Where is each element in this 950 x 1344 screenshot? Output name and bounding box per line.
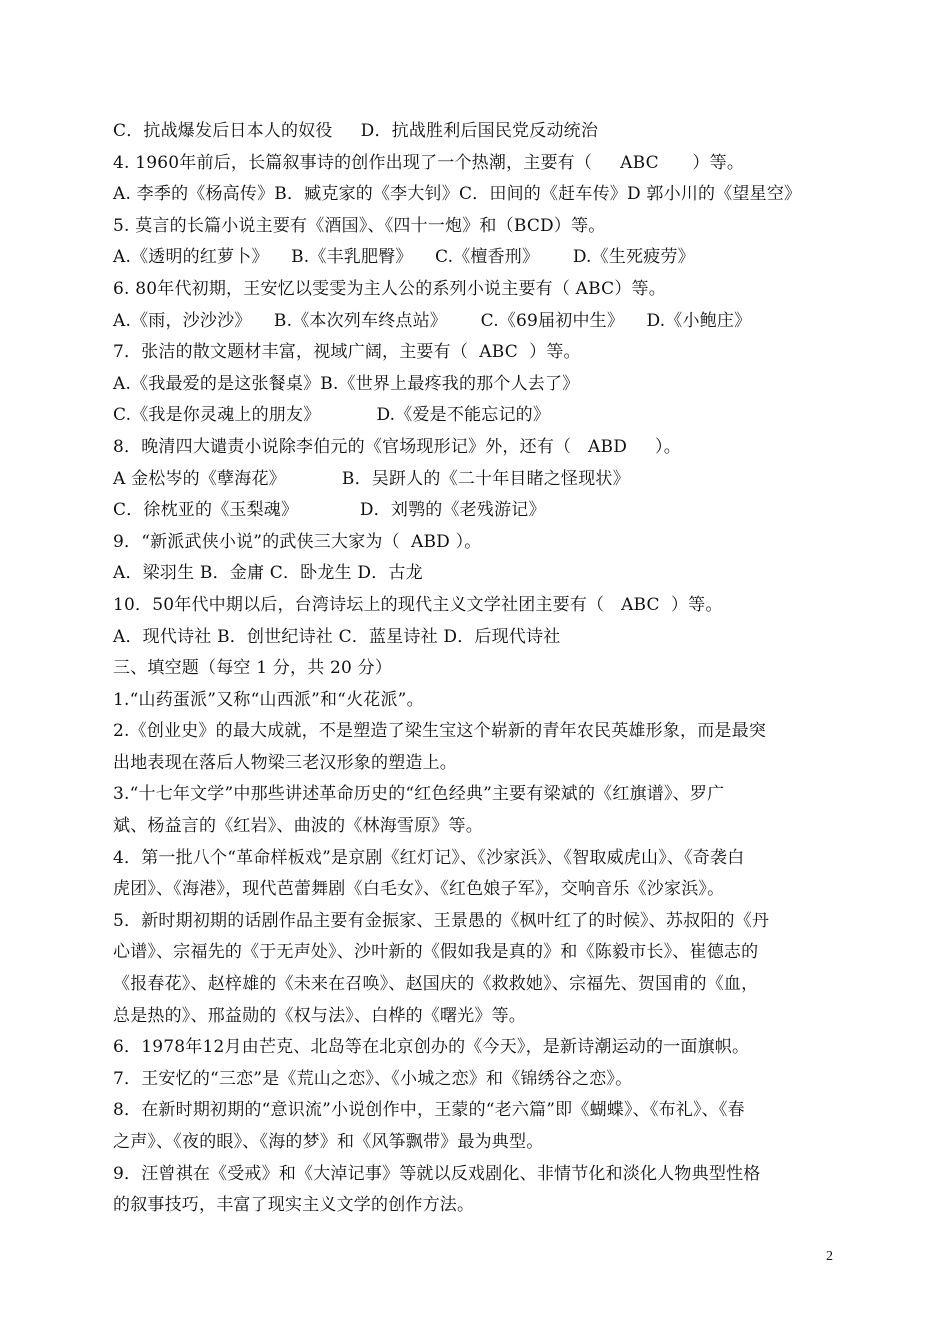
text-line: A．梁羽生 B．金庸 C．卧龙生 D．古龙 (113, 563, 423, 584)
text-line: 2.《创业史》的最大成就，不是塑造了梁生宝这个崭新的青年农民英雄形象，而是最突 (113, 721, 767, 742)
document-body (113, 116, 843, 1222)
text-line: A 金松岑的《孽海花》 B．吴趼人的《二十年目睹之怪现状》 (113, 468, 630, 489)
text-line: 出地表现在落后人物梁三老汉形象的塑造上。 (113, 752, 457, 773)
text-line: 的叙事技巧，丰富了现实主义文学的创作方法。 (113, 1195, 475, 1216)
text-line: A. 李季的《杨高传》B．臧克家的《李大钊》C．田间的《赶车传》D 郭小川的《望星空》 (113, 184, 802, 205)
text-line: A.《透明的红萝卜》 B.《丰乳肥臀》 C.《檀香刑》 D.《生死疲劳》 (113, 247, 695, 268)
text-line: 6．1978年12月由芒克、北岛等在北京创办的《今天》，是新诗潮运动的一面旗帜。 (113, 1037, 750, 1058)
text-line: 1.“山药蛋派”又称“山西派”和“火花派”。 (113, 689, 424, 710)
text-line: A.《雨，沙沙沙》 B.《本次列车终点站》 C.《69届初中生》 D.《小鲍庄》 (113, 310, 752, 331)
text-line: 4. 1960年前后，长篇叙事诗的创作出现了一个热潮，主要有（ ABC ）等。 (113, 152, 745, 173)
text-line: 虎团》、《海港》，现代芭蕾舞剧《白毛女》、《红色娘子军》，交响音乐《沙家浜》。 (113, 879, 725, 900)
text-line: 9．汪曾祺在《受戒》和《大淖记事》等就以反戏剧化、非情节化和淡化人物典型性格 (113, 1163, 761, 1184)
text-line: 3.“十七年文学”中那些讲述革命历史的“红色经典”主要有梁斌的《红旗谱》、罗广 (113, 784, 725, 805)
text-line: 8．在新时期初期的“意识流”小说创作中，王蒙的“老六篇”即《蝴蝶》、《布礼》、《春 (113, 1100, 745, 1121)
text-line: A.《我最爱的是这张餐桌》B.《世界上最疼我的那个人去了》 (113, 373, 580, 394)
text-line: C．徐枕亚的《玉梨魂》 D．刘鹗的《老残游记》 (113, 500, 546, 521)
text-line: 4．第一批八个“革命样板戏”是京剧《红灯记》、《沙家浜》、《智取威虎山》、《奇袭白 (113, 847, 745, 868)
text-line: 之声》、《夜的眼》、《海的梦》和《风筝飘带》最为典型。 (113, 1132, 544, 1152)
text-line: C．抗战爆发后日本人的奴役 D．抗战胜利后国民党反动统治 (113, 121, 599, 141)
text-line: 6. 80年代初期，王安忆以雯雯为主人公的系列小说主要有（ ABC）等。 (113, 278, 666, 299)
text-line: 5. 莫言的长篇小说主要有《酒国》、《四十一炮》和（BCD）等。 (113, 215, 606, 236)
text-line: 7．张洁的散文题材丰富，视域广阔，主要有（ ABC ）等。 (113, 342, 581, 363)
text-line: 总是热的》、邢益勋的《权与法》、白桦的《曙光》等。 (113, 1005, 526, 1026)
text-line: A．现代诗社 B．创世纪诗社 C．蓝星诗社 D．后现代诗社 (113, 626, 561, 647)
text-line: 9．“新派武侠小说”的武侠三大家为（ ABD ）。 (113, 531, 482, 552)
text-line: 斌、杨益言的《红岩》、曲波的《林海雪原》等。 (113, 816, 483, 837)
text-line: 《报春花》、赵梓雄的《未来在召唤》、赵国庆的《救救她》、宗福先、贺国甫的《血， (113, 974, 759, 995)
text-line: 8．晚清四大谴责小说除李伯元的《官场现形记》外，还有（ ABD ）。 (113, 436, 681, 457)
text-line: 10．50年代中期以后，台湾诗坛上的现代主义文学社团主要有（ ABC ）等。 (113, 594, 723, 615)
text-line: C.《我是你灵魂上的朋友》 D.《爱是不能忘记的》 (113, 405, 551, 426)
text-line: 5．新时期初期的话剧作品主要有金振家、王景愚的《枫叶红了的时候》、苏叔阳的《丹 (113, 910, 770, 931)
text-line: 心谱》、宗福先的《于无声处》、沙叶新的《假如我是真的》和《陈毅市长》、崔德志的 (113, 942, 759, 963)
text-line: 7．王安忆的“三恋”是《荒山之恋》、《小城之恋》和《锦绣谷之恋》。 (113, 1068, 633, 1089)
page-number: 2 (826, 1249, 833, 1264)
section-heading: 三、填空题（每空 1 分，共 20 分） (113, 658, 393, 679)
